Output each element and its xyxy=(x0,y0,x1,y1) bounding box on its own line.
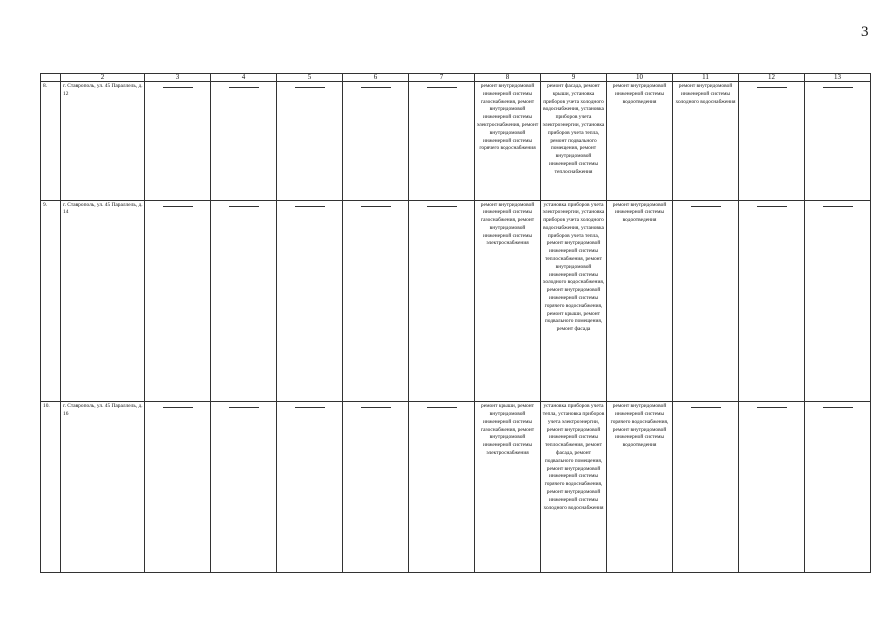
dash-mark xyxy=(295,87,325,88)
empty-cell xyxy=(277,402,343,573)
table-row xyxy=(41,200,871,402)
works-cell-col8: ремонт внутридомовой инженерной системы газоснабжения, ремонт внутридомовой инженерной системы электроснабжения, ремонт внутридомовой инженерной системы горячего водоснабжения xyxy=(475,82,541,200)
page-number: 3 xyxy=(861,24,869,40)
header-cell: 11 xyxy=(673,74,739,82)
empty-cell xyxy=(409,200,475,402)
address-cell: г. Ставрополь, ул. 45 Параллель, д. 16 xyxy=(61,402,145,573)
empty-cell xyxy=(343,82,409,200)
empty-cell xyxy=(739,82,805,200)
row-number: 10. xyxy=(41,402,61,573)
address-cell: г. Ставрополь, ул. 45 Параллель, д. 12 xyxy=(61,82,145,200)
header-cell: 12 xyxy=(739,74,805,82)
empty-cell xyxy=(211,402,277,573)
header-cell: 4 xyxy=(211,74,277,82)
dash-mark xyxy=(229,87,259,88)
header-cell: 5 xyxy=(277,74,343,82)
repair-schedule-table xyxy=(40,73,871,573)
empty-cell xyxy=(145,82,211,200)
works-cell-col8: ремонт крыши, ремонт внутридомовой инженерной системы газоснабжения, ремонт внутридомовой инженерной системы электроснабжения xyxy=(475,402,541,573)
empty-cell xyxy=(343,402,409,573)
header-cell: 2 xyxy=(61,74,145,82)
dash-mark xyxy=(427,407,457,408)
empty-cell xyxy=(409,402,475,573)
table-header-row xyxy=(41,74,871,82)
header-cell: 3 xyxy=(145,74,211,82)
dash-mark xyxy=(295,407,325,408)
empty-cell xyxy=(145,402,211,573)
empty-cell xyxy=(805,82,871,200)
header-cell: 13 xyxy=(805,74,871,82)
dash-mark xyxy=(163,407,193,408)
works-cell-col10: ремонт внутридомовой инженерной системы водоотведения xyxy=(607,82,673,200)
header-cell: 8 xyxy=(475,74,541,82)
empty-cell xyxy=(277,200,343,402)
empty-cell xyxy=(805,402,871,573)
works-cell-col9: ремонт фасада, ремонт крыши, установка приборов учета холодного водоснабжения, установка приборов учета электроэнергии, установка приборов учета тепла, ремонт подвального помещения, ремонт внутридомовой инженерной системы теплоснабжения xyxy=(541,82,607,200)
header-cell: 6 xyxy=(343,74,409,82)
works-cell-col9: установка приборов учета электроэнергии, установка приборов учета холодного водоснабжения, установка приборов учета тепла, ремонт внутридомовой инженерной системы теплоснабжения, ремонт внутридомовой инженерной системы холодного водоснабжения, ремонт внутридомовой инженерной системы горячего водоснабжения, ремонт крыши, ремонт подвального помещения, ремонт фасада xyxy=(541,200,607,402)
empty-cell xyxy=(409,82,475,200)
works-cell-col10: ремонт внутридомовой инженерной системы горячего водоснабжения, ремонт внутридомовой инженерной системы водоотведения xyxy=(607,402,673,573)
dash-mark xyxy=(361,87,391,88)
dash-mark xyxy=(427,206,457,207)
header-cell: 9 xyxy=(541,74,607,82)
dash-mark xyxy=(229,206,259,207)
header-cell: 7 xyxy=(409,74,475,82)
address-cell: г. Ставрополь, ул. 45 Параллель, д. 14 xyxy=(61,200,145,402)
header-cell: 10 xyxy=(607,74,673,82)
works-cell-col10: ремонт внутридомовой инженерной системы водоотведения xyxy=(607,200,673,402)
empty-cell xyxy=(277,82,343,200)
dash-mark xyxy=(361,206,391,207)
table-row xyxy=(41,82,871,200)
dash-mark xyxy=(823,206,853,207)
dash-mark xyxy=(295,206,325,207)
dash-mark xyxy=(757,407,787,408)
empty-cell xyxy=(805,200,871,402)
table-row xyxy=(41,402,871,573)
dash-mark xyxy=(163,206,193,207)
dash-mark xyxy=(823,407,853,408)
empty-cell xyxy=(673,200,739,402)
dash-mark xyxy=(163,87,193,88)
row-number: 9. xyxy=(41,200,61,402)
empty-cell xyxy=(739,200,805,402)
dash-mark xyxy=(757,87,787,88)
row-number: 8. xyxy=(41,82,61,200)
dash-mark xyxy=(823,87,853,88)
dash-mark xyxy=(691,206,721,207)
empty-cell xyxy=(673,402,739,573)
dash-mark xyxy=(229,407,259,408)
works-cell-col11: ремонт внутридомовой инженерной системы холодного водоснабжения xyxy=(673,82,739,200)
dash-mark xyxy=(757,206,787,207)
empty-cell xyxy=(211,200,277,402)
dash-mark xyxy=(361,407,391,408)
empty-cell xyxy=(343,200,409,402)
works-cell-col8: ремонт внутридомовой инженерной системы газоснабжения, ремонт внутридомовой инженерной системы электроснабжения xyxy=(475,200,541,402)
works-cell-col9: установка приборов учета тепла, установка приборов учета электроэнергии, ремонт внутридомовой инженерной системы теплоснабжения, ремонт фасада, ремонт подвального помещения, ремонт внутридомовой инженерной системы горячего водоснабжения, ремонт внутридомовой инженерной системы холодного водоснабжения xyxy=(541,402,607,573)
dash-mark xyxy=(691,407,721,408)
empty-cell xyxy=(211,82,277,200)
empty-cell xyxy=(739,402,805,573)
empty-cell xyxy=(145,200,211,402)
dash-mark xyxy=(427,87,457,88)
header-cell xyxy=(41,74,61,82)
